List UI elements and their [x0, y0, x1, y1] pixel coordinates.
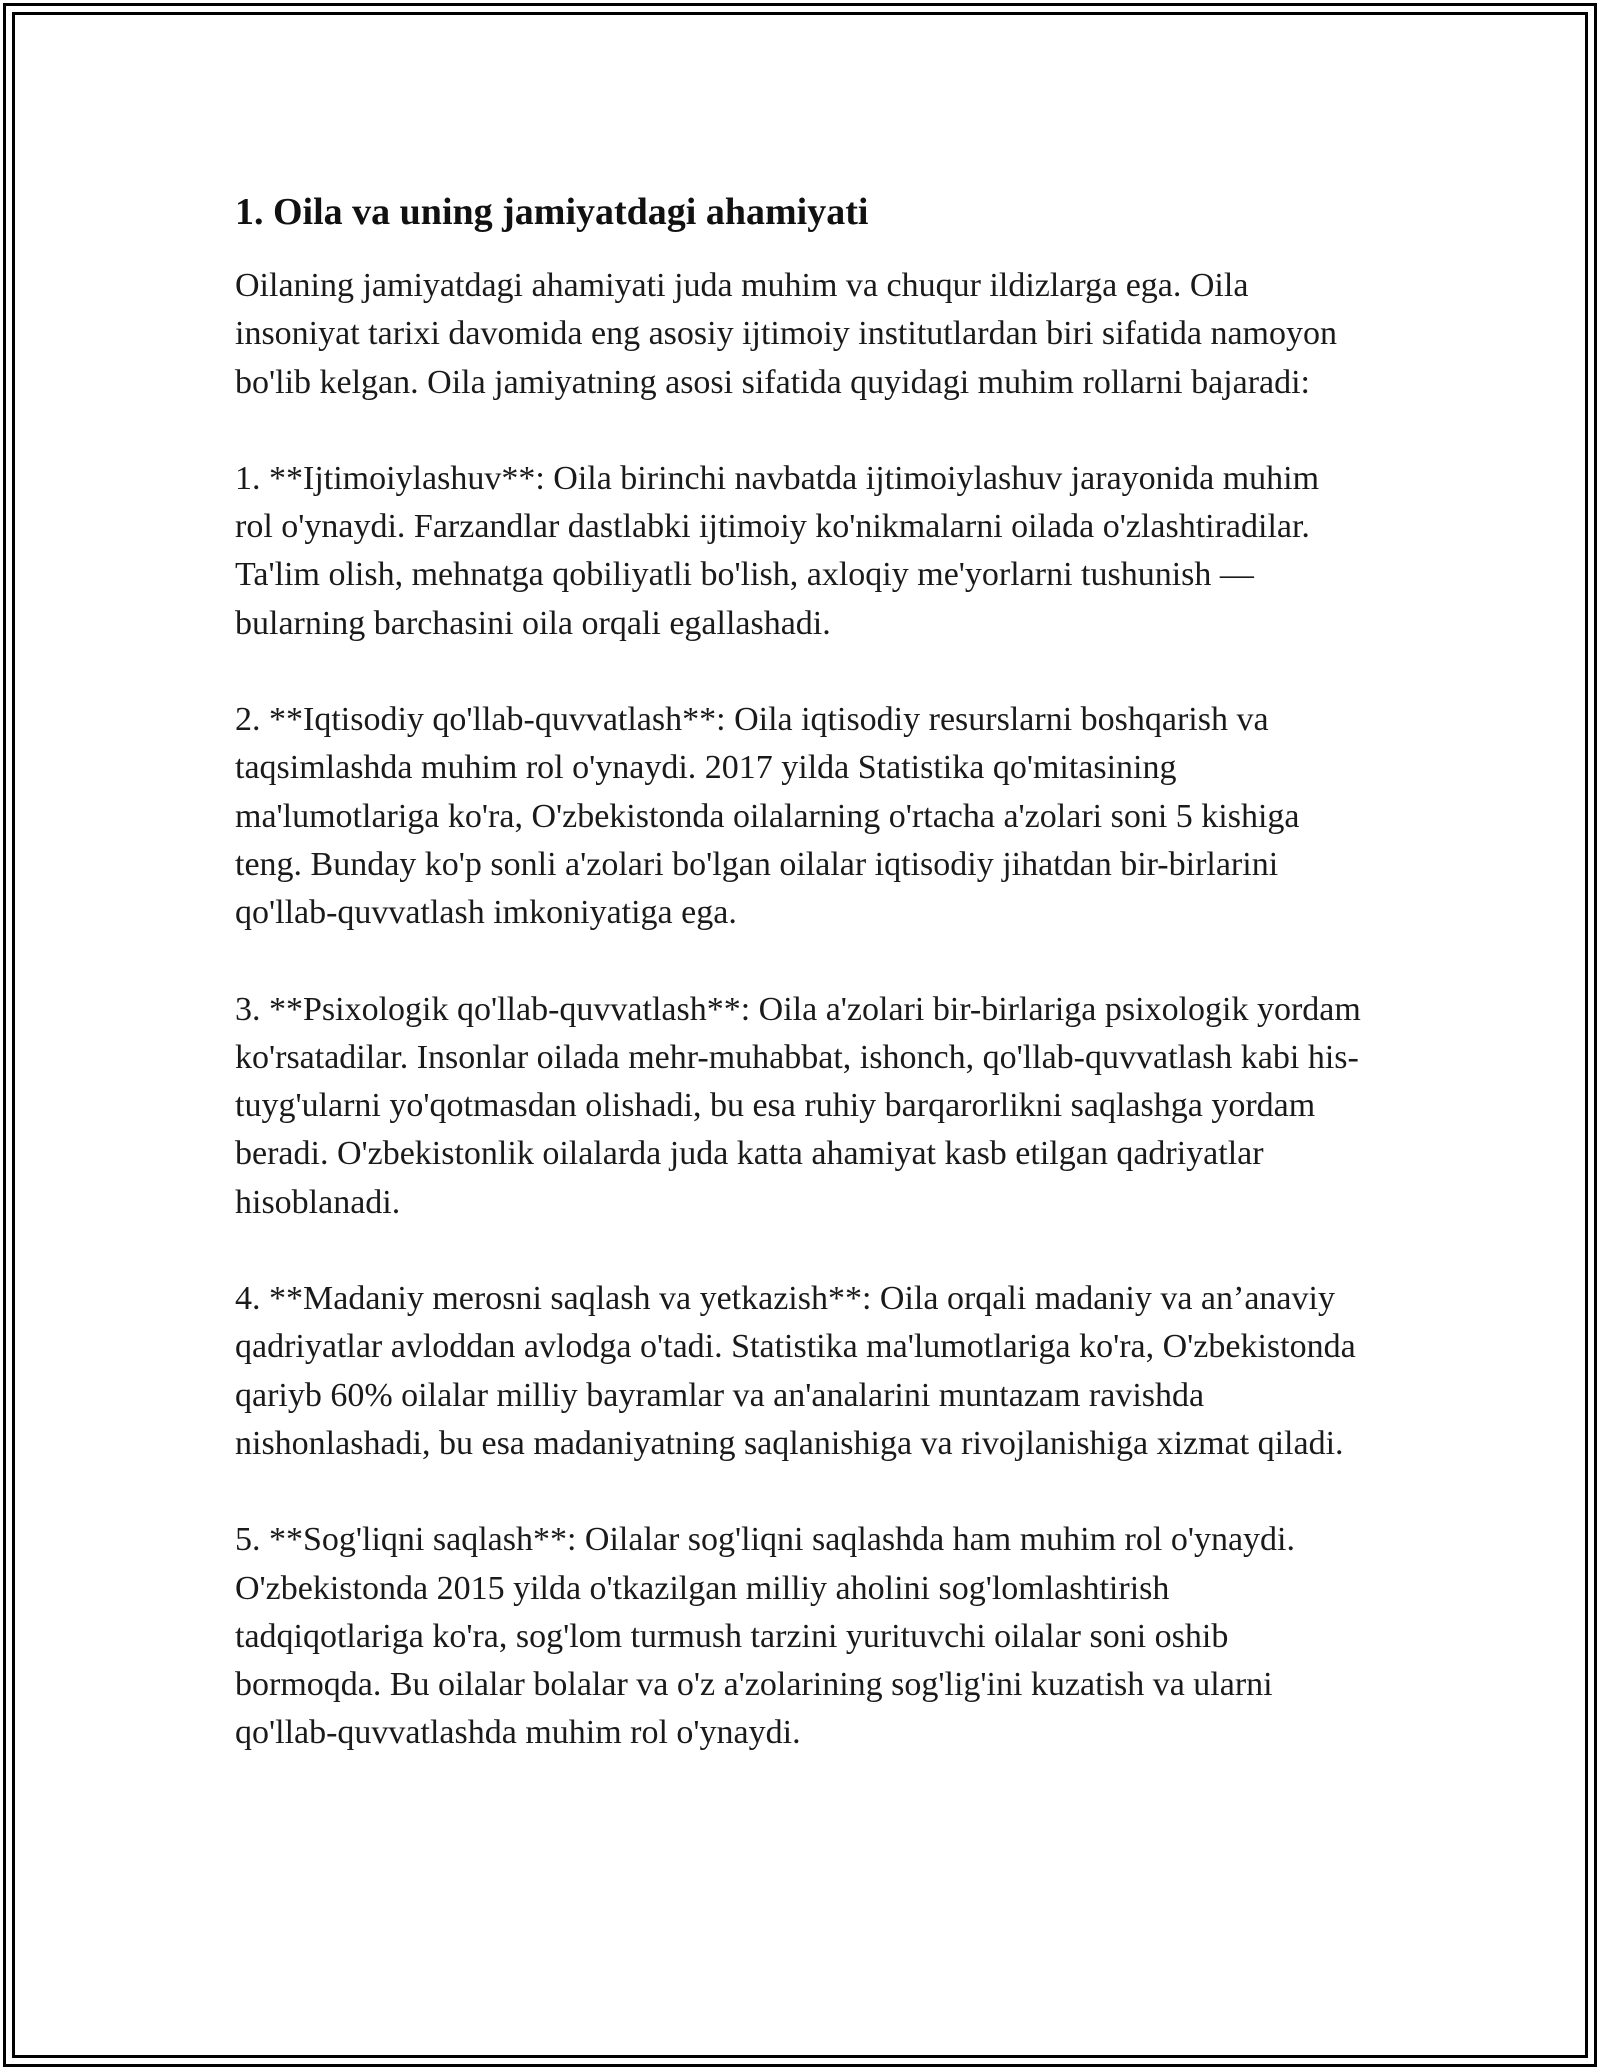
document-body	[235, 188, 1365, 1806]
intro-paragraph: Oilaning jamiyatdagi ahamiyati juda muhim va chuqur ildizlarga ega. Oila insoniyat tarixi davomida eng asosiy ijtimoiy institutlardan biri sifatida namoyon bo'lib kelgan. Oila jamiyatning asosi sifatida quyidagi muhim rollarni bajaradi:	[235, 267, 1337, 401]
paragraph-cultural-heritage: 4. **Madaniy merosni saqlash va yetkazish**: Oila orqali madaniy va an’anaviy qadriyatlar avloddan avlodga o'tadi. Statistika ma'lumotlariga ko'ra, O'zbekistonda qariyb 60% oilalar milliy bayramlar va an'analarini muntazam ravishda nishonlashadi, bu esa madaniyatning saqlanishiga va rivojlanishiga xizmat qiladi.	[235, 1280, 1356, 1462]
section-heading: 1. Oila va uning jamiyatdagi ahamiyati	[235, 191, 869, 233]
paragraph-health: 5. **Sog'liqni saqlash**: Oilalar sog'liqni saqlashda ham muhim rol o'ynaydi. O'zbekistonda 2015 yilda o'tkazilgan milliy aholini sog'lomlashtirish tadqiqotlariga ko'ra, sog'lom turmush tarzini yurituvchi oilalar soni oshib bormoqda. Bu oilalar bolalar va o'z a'zolarining sog'lig'ini kuzatish va ularni qo'llab-quvvatlashda muhim rol o'ynaydi.	[235, 1521, 1295, 1752]
paragraph-socialization: 1. **Ijtimoiylashuv**: Oila birinchi navbatda ijtimoiylashuv jarayonida muhim rol o'ynaydi. Farzandlar dastlabki ijtimoiy ko'nikmalarni oilada o'zlashtiradilar. Ta'lim olish, mehnatga qobiliyatli bo'lish, axloqiy me'yorlarni tushunish — bularning barchasini oila orqali egallashadi.	[235, 459, 1320, 642]
paragraph-economic-support: 2. **Iqtisodiy qo'llab-quvvatlash**: Oila iqtisodiy resurslarni boshqarish va taqsimlashda muhim rol o'ynaydi. 2017 yilda Statistika qo'mitasining ma'lumotlariga ko'ra, O'zbekistonda oilalarning o'rtacha a'zolari soni 5 kishiga teng. Bunday ko'p sonli a'zolari bo'lgan oilalar iqtisodiy jihatdan bir-birlarini qo'llab-quvvatlash imkoniyatiga ega.	[235, 701, 1300, 932]
paragraph-psychological-support: 3. **Psixologik qo'llab-quvvatlash**: Oila a'zolari bir-birlariga psixologik yordam ko'rsatadilar. Insonlar oilada mehr-muhabbat, ishonch, qo'llab-quvvatlash kabi his-tuyg'ularni yo'qotmasdan olishadi, bu esa ruhiy barqarorlikni saqlashga yordam beradi. O'zbekistonlik oilalarda juda katta ahamiyat kasb etilgan qadriyatlar hisoblanadi.	[235, 990, 1361, 1221]
